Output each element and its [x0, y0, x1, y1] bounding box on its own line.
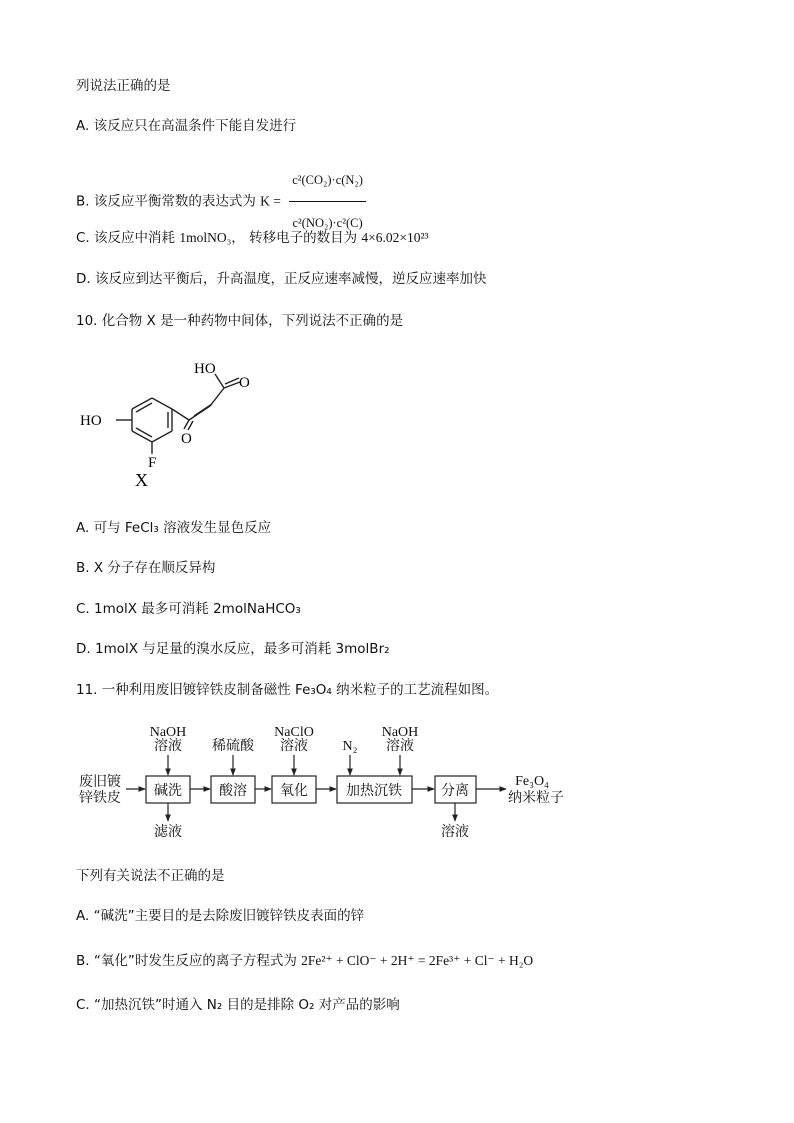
ketone-double-bond — [184, 420, 189, 429]
ring-bond — [132, 431, 152, 442]
ring-bond — [152, 431, 172, 442]
q9-option-b-k: K = — [260, 193, 281, 209]
q10-option-c: C. 1molX 最多可消耗 2molNaHCO₃ — [76, 601, 301, 617]
q9-stem-tail: 列说法正确的是 — [76, 78, 171, 94]
flow-start-line1: 废旧镀 — [79, 775, 121, 790]
compound-name-x: X — [135, 470, 148, 490]
flow-product-line1: Fe₃O₄ — [515, 774, 549, 789]
ketone-double-bond — [188, 421, 193, 430]
q9-option-d: D. 该反应到达平衡后，升高温度，正反应速率减慢，逆反应速率加快 — [76, 271, 487, 287]
q9-option-c-prefix: C. 该反应中消耗 — [76, 230, 176, 246]
flow-input1-line2: 溶液 — [154, 739, 182, 754]
alkene-bond — [210, 388, 224, 406]
flow-step-heat-precipitate: 加热沉铁 — [346, 784, 402, 799]
flow-product-line2: 纳米粒子 — [508, 791, 564, 806]
q10-stem: 10. 化合物 X 是一种药物中间体，下列说法不正确的是 — [76, 313, 404, 329]
flow-input3-line2: 溶液 — [280, 739, 308, 754]
acid-oh-bond — [215, 374, 224, 388]
q9-option-a: A. 该反应只在高温条件下能自发进行 — [76, 118, 297, 134]
structure-label-ho-ring: HO — [80, 413, 102, 429]
flow-output5: 溶液 — [441, 825, 469, 840]
flow-input4: N₂ — [342, 739, 358, 754]
q10-option-d: D. 1molX 与足量的溴水反应，最多可消耗 3molBr₂ — [76, 641, 390, 657]
q11-stem: 11. 一种利用废旧镀锌铁皮制备磁性 Fe₃O₄ 纳米粒子的工艺流程如图。 — [76, 682, 499, 698]
flow-input1-line1: NaOH — [149, 725, 187, 740]
ring-bond — [132, 398, 152, 409]
flow-output1: 滤液 — [154, 825, 182, 840]
q9-option-b-prefix: B. 该反应平衡常数的表达式为 — [76, 193, 256, 210]
q10-option-a: A. 可与 FeCl₃ 溶液发生显色反应 — [76, 520, 272, 536]
fraction-denominator: c²(NO₂)·c²(C) — [292, 216, 363, 230]
q11-option-a: A. “碱洗”主要目的是去除废旧镀锌铁皮表面的锌 — [76, 908, 365, 924]
q11-option-b-equation: 2Fe²⁺ + ClO⁻ + 2H⁺ = 2Fe³⁺ + Cl⁻ + H₂O — [301, 953, 534, 968]
fraction-numerator: c²(CO₂)·c(N₂) — [289, 160, 366, 202]
q11-option-b-prefix: B. “氧化”时发生反应的离子方程式为 — [76, 953, 297, 969]
ring-double-bond — [136, 428, 152, 437]
q11-option-b — [76, 952, 533, 970]
flow-step-separation: 分离 — [441, 784, 469, 799]
structure-label-ho-acid: HO — [194, 361, 216, 377]
q9-option-c — [76, 229, 429, 247]
q9-option-c-mid: 转移电子的数目为 — [249, 230, 358, 246]
q11-option-c: C. “加热沉铁”时通入 N₂ 目的是排除 O₂ 对产品的影响 — [76, 997, 400, 1013]
structure-label-o-acid: O — [239, 375, 250, 391]
process-flow-diagram — [74, 718, 574, 848]
q9-option-c-value: 4×6.02×10²³ — [361, 230, 429, 245]
q11-sub-stem: 下列有关说法不正确的是 — [76, 868, 225, 884]
q10-option-b: B. X 分子存在顺反异构 — [76, 560, 216, 576]
flow-input2: 稀硫酸 — [212, 739, 254, 754]
ketone-bond — [172, 409, 189, 420]
flow-start-line2: 锌铁皮 — [79, 791, 121, 806]
alkene-double-bond — [194, 404, 212, 416]
ring-bond — [152, 398, 172, 409]
compound-x-structure — [72, 350, 272, 495]
flow-input5-line2: 溶液 — [386, 739, 414, 754]
flow-step-oxidation: 氧化 — [280, 784, 308, 799]
flow-step-acid-dissolve: 酸溶 — [219, 784, 247, 799]
flow-input3-line1: NaClO — [274, 725, 314, 740]
structure-label-o-ketone: O — [181, 431, 192, 447]
ring-double-bond — [136, 403, 152, 412]
structure-label-f: F — [148, 455, 157, 471]
flow-input5-line1: NaOH — [381, 725, 419, 740]
flow-step-alkali-wash: 碱洗 — [154, 784, 182, 799]
q9-option-c-amount: 1molNO₃， — [179, 230, 245, 245]
